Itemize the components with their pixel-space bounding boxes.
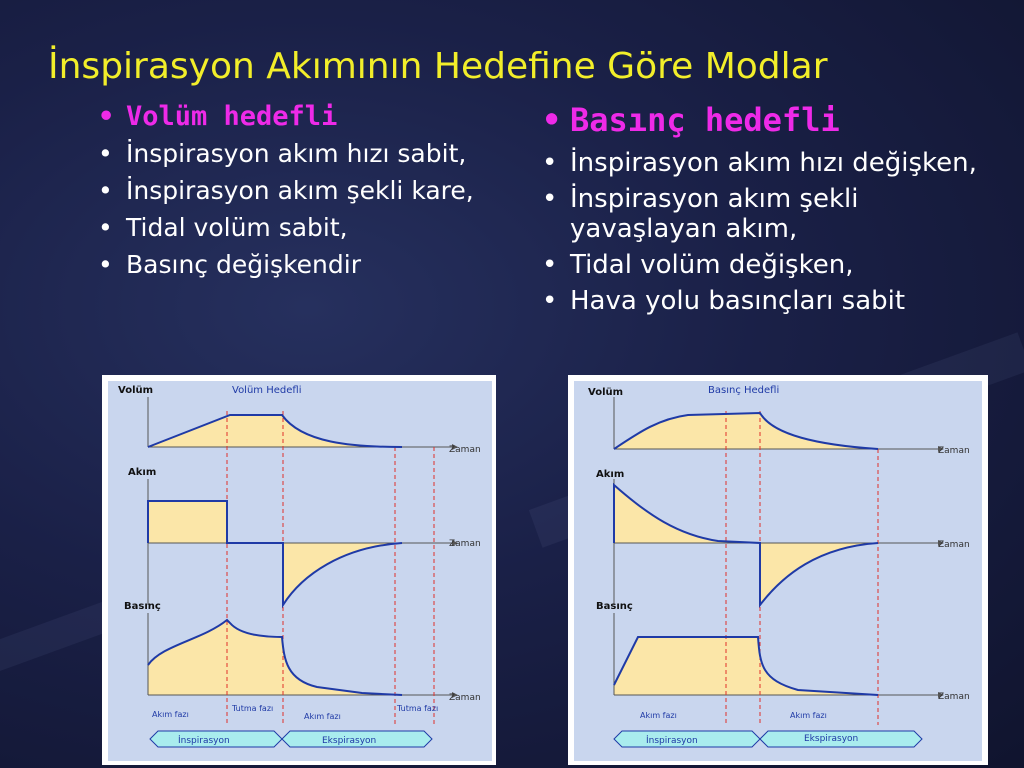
expiration-label: Ekspirasyon bbox=[804, 734, 859, 744]
phase-label: Akım fazı bbox=[640, 711, 677, 720]
phase-label: Akım fazı bbox=[152, 710, 189, 719]
right-bullet: • İnspirasyon akım hızı değişken, bbox=[530, 148, 1010, 178]
diagram-title: Volüm Hedefli bbox=[232, 385, 302, 396]
phase-label: Akım fazı bbox=[304, 712, 341, 721]
right-bullet: • Tidal volüm değişken, bbox=[530, 250, 1010, 280]
x-label: Zaman bbox=[449, 445, 481, 455]
x-label: Zaman bbox=[938, 692, 970, 702]
left-bullet-list bbox=[86, 103, 506, 279]
left-bullet: • İnspirasyon akım hızı sabit, bbox=[86, 140, 506, 168]
diagram-title: Basınç Hedefli bbox=[708, 385, 780, 396]
pressure-targeted-diagram bbox=[568, 375, 988, 765]
phase-arrows bbox=[614, 731, 922, 747]
phase-label: Tutma fazı bbox=[397, 704, 439, 713]
inspiration-label: İnspirasyon bbox=[646, 736, 698, 746]
y-label-flow: Akım bbox=[596, 469, 625, 480]
left-bullet: • İnspirasyon akım şekli kare, bbox=[86, 177, 506, 205]
right-column bbox=[530, 100, 1010, 322]
x-label: Zaman bbox=[449, 693, 481, 703]
left-bullet: • Basınç değişkendir bbox=[86, 251, 506, 279]
pressure-targeted-svg bbox=[568, 375, 988, 765]
y-label-pressure: Basınç bbox=[596, 601, 633, 612]
phase-label: Akım fazı bbox=[790, 711, 827, 720]
slide-title: İnspirasyon Akımının Hedefine Göre Modlar bbox=[48, 46, 828, 87]
right-bullet: • İnspirasyon akım şekli yavaşlayan akım, bbox=[530, 184, 1010, 244]
y-label-volume: Volüm bbox=[588, 387, 624, 398]
left-column bbox=[86, 103, 506, 288]
inspiration-label: İnspirasyon bbox=[178, 736, 230, 746]
x-label: Zaman bbox=[938, 540, 970, 550]
right-bullet-list bbox=[530, 100, 1010, 316]
phase-label: Tutma fazı bbox=[232, 704, 274, 713]
right-heading: • Basınç hedefli bbox=[530, 100, 1010, 140]
y-label-pressure: Basınç bbox=[124, 601, 161, 612]
left-bullet: • Tidal volüm sabit, bbox=[86, 214, 506, 242]
y-label-flow: Akım bbox=[128, 467, 157, 478]
x-label: Zaman bbox=[449, 539, 481, 549]
y-label-volume: Volüm bbox=[118, 385, 154, 396]
volume-targeted-svg bbox=[102, 375, 496, 765]
expiration-label: Ekspirasyon bbox=[322, 736, 377, 746]
phase-arrows bbox=[150, 731, 432, 747]
left-heading: • Volüm hedefli bbox=[86, 103, 506, 131]
volume-targeted-diagram bbox=[102, 375, 496, 765]
x-label: Zaman bbox=[938, 446, 970, 456]
right-bullet: • Hava yolu basınçları sabit bbox=[530, 286, 1010, 316]
flow-positive-fill bbox=[148, 501, 227, 543]
